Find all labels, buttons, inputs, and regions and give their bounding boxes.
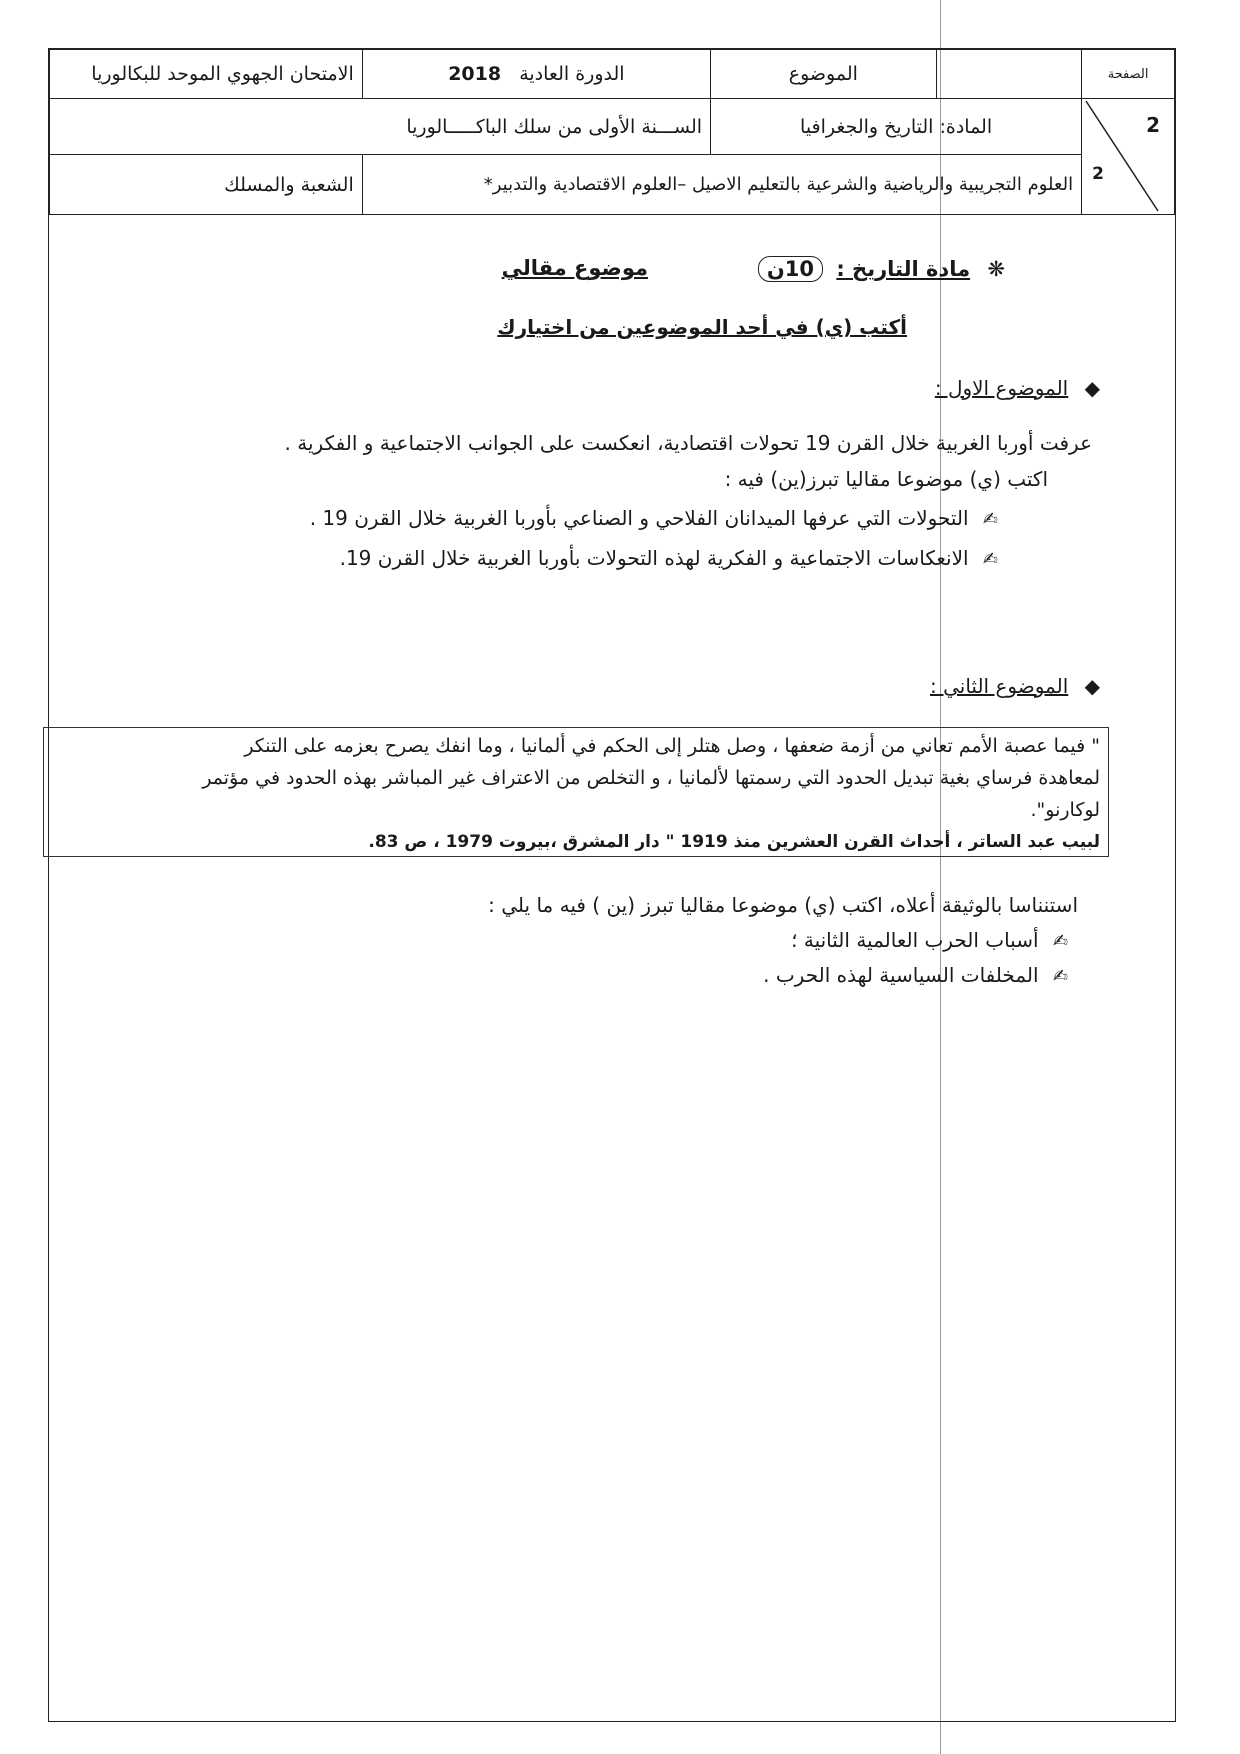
quote-line-3: لوكارنو". xyxy=(1030,799,1100,821)
exam-title: الامتحان الجهوي الموحد للبكالوريا xyxy=(50,50,363,99)
pen-writing-icon: ✍ xyxy=(982,509,998,530)
pen-writing-icon: ✍ xyxy=(982,549,998,570)
quote-source: لبيب عبد الساتر ، أحداث القرن العشرين منذ 1919 " دار المشرق ،بيروت 1979 ، ص 83. xyxy=(368,832,1100,852)
topic1-heading: ◆ الموضوع الاول : xyxy=(934,376,1100,400)
empty-cell xyxy=(936,50,1081,99)
exam-year: 2018 xyxy=(448,63,502,85)
session-label: الدورة العادية xyxy=(519,63,625,85)
diamond-icon: ◆ xyxy=(1084,376,1100,400)
level-label: الســـنة الأولى من سلك الباكـــــالوريا xyxy=(50,99,711,155)
course-label: المادة: التاريخ والجغرافيا xyxy=(711,99,1082,155)
exam-header-table xyxy=(49,49,1175,215)
topic2-heading: ◆ الموضوع الثاني : xyxy=(929,674,1100,698)
page-number: 2 xyxy=(1146,113,1160,137)
quote-line-1: " فيما عصبة الأمم تعاني من أزمة ضعفها ، وصل هتلر إلى الحكم في ألمانيا ، وما انفك يصرح بعزمه على التنكر xyxy=(244,735,1100,757)
track-label: الشعبة والمسلك xyxy=(50,155,363,215)
quote-line-2: لمعاهدة فرساي بغية تبديل الحدود التي رسمتها لألمانيا ، و التخلص من الاعتراف غير المباشر بهذه الحدود في مؤتمر xyxy=(202,767,1100,789)
topic1-intro: عرفت أوربا الغربية خلال القرن 19 تحولات اقتصادية، انعكست على الجوانب الاجتماعية و الفكرية . xyxy=(284,431,1092,455)
topic1-task: اكتب (ي) موضوعا مقاليا تبرز(ين) فيه : xyxy=(724,467,1048,491)
pen-writing-icon: ✍ xyxy=(1052,931,1068,952)
topic1-point-1: ✍ التحولات التي عرفها الميدانان الفلاحي و الصناعي بأوربا الغربية خلال القرن 19 . xyxy=(309,506,998,530)
topic2-point-2: ✍ المخلفات السياسية لهذه الحرب . xyxy=(763,963,1068,987)
total-pages: 2 xyxy=(1092,164,1105,184)
instruction: أكتب (ي) في أحد الموضوعين من اختيارك xyxy=(497,315,907,339)
star-icon: ❋ xyxy=(987,257,1005,281)
essay-type: موضوع مقالي xyxy=(501,256,648,280)
subject-label: الموضوع xyxy=(711,50,937,99)
topic1-point-2: ✍ الانعكاسات الاجتماعية و الفكرية لهذه التحولات بأوربا الغربية خلال القرن 19. xyxy=(339,546,998,570)
page-label: الصفحة xyxy=(1082,50,1175,99)
exam-page xyxy=(48,48,1176,1722)
tracks-text: العلوم التجريبية والرياضية والشرعية بالتعليم الاصيل –العلوم الاقتصادية والتدبير* xyxy=(362,155,1081,215)
topic2-task: استنناسا بالوثيقة أعلاه، اكتب (ي) موضوعا مقاليا تبرز (ين ) فيه ما يلي : xyxy=(488,893,1078,917)
pen-writing-icon: ✍ xyxy=(1052,966,1068,987)
session-cell xyxy=(362,50,710,99)
history-section-title: ❋ مادة التاريخ : 10ن xyxy=(758,256,1005,282)
page-number-cell xyxy=(1082,99,1175,215)
points-badge: 10ن xyxy=(758,256,823,282)
diamond-icon: ◆ xyxy=(1084,674,1100,698)
topic2-point-1: ✍ أسباب الحرب العالمية الثانية ؛ xyxy=(791,928,1068,952)
